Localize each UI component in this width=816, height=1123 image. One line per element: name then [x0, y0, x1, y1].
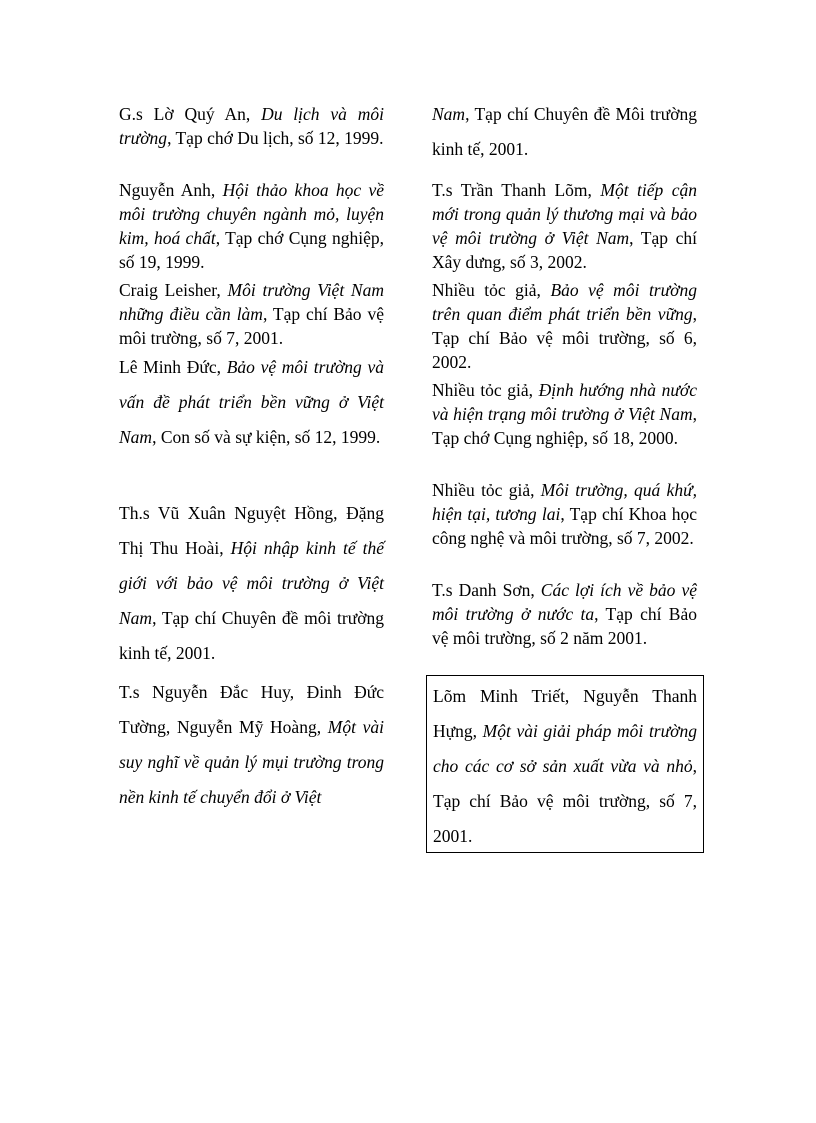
reference-entry: Nhiều tỏc giả, Môi trường, quá khứ, hiện tại, tương lai, Tạp chí Khoa học công nghệ và môi trường, số 7, 2002. [432, 480, 698, 548]
reference-entry: Lõm Minh Triết, Nguyễn Thanh Hựng, Một vài giải pháp môi trường cho các cơ sở sản xuất vừa và nhỏ, Tạp chí Bảo vệ môi trường, số 7, 2001. [433, 686, 697, 846]
reference-entry: T.s Danh Sơn, Các lợi ích về bảo vệ môi trường ở nước ta, Tạp chí Bảo vệ môi trường, số 2 năm 2001. [432, 580, 698, 648]
reference-entry: Nhiều tỏc giả, Định hướng nhà nước và hiện trạng môi trường ở Việt Nam, Tạp chớ Cụng nghiệp, số 18, 2000. [432, 380, 697, 448]
reference-entry: Lê Minh Đức, Bảo vệ môi trường và vấn đề phát triển bền vững ở Việt Nam, Con số và sự kiện, số 12, 1999. [119, 357, 384, 447]
reference-entry: Nguyễn Anh, Hội thảo khoa học về môi trường chuyên ngành mỏ, luyện kim, hoá chất, Tạp chớ Cụng nghiệp, số 19, 1999. [119, 180, 385, 272]
reference-entry: T.s Nguyễn Đắc Huy, Đinh Đức Tường, Nguyễn Mỹ Hoàng, Một vài suy nghĩ về quản lý mụi trường trong nền kinh tế chuyển đổi ở Việt [119, 682, 384, 807]
reference-entry: Nam, Tạp chí Chuyên đề Môi trường kinh tế, 2001. [432, 104, 697, 159]
reference-entry: G.s Lờ Quý An, Du lịch và môi trường, Tạp chớ Du lịch, số 12, 1999. [119, 104, 384, 148]
reference-entry: T.s Trần Thanh Lõm, Một tiếp cận mới trong quản lý thương mại và bảo vệ môi trường ở Việt Nam, Tạp chí Xây dưng, số 3, 2002. [432, 180, 698, 272]
reference-entry: Nhiều tỏc giả, Bảo vệ môi trường trên quan điểm phát triển bền vững, Tạp chí Bảo vệ môi trường, số 6, 2002. [432, 280, 697, 372]
reference-entry: Craig Leisher, Môi trường Việt Nam những điều cần làm, Tạp chí Bảo vệ môi trường, số 7, 2001. [119, 280, 384, 348]
reference-entry: Th.s Vũ Xuân Nguyệt Hồng, Đặng Thị Thu Hoài, Hội nhập kinh tế thế giới với bảo vệ môi trường ở Việt Nam, Tạp chí Chuyên đề môi trường kinh tế, 2001. [119, 503, 384, 663]
boxed-reference [426, 675, 704, 853]
